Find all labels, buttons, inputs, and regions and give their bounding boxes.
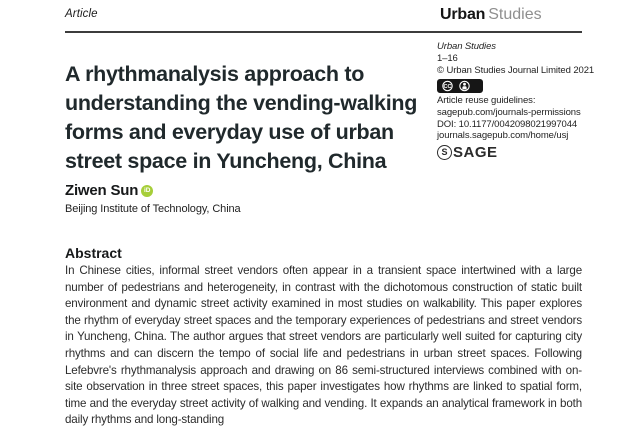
- paper-title-line: street space in Yuncheng, China: [65, 149, 387, 173]
- journal-logo-light: Studies: [488, 6, 542, 23]
- author-name: Ziwen Sun: [65, 182, 139, 199]
- journal-logo: [440, 6, 542, 24]
- abstract-heading: Abstract: [65, 245, 122, 261]
- metadata-doi[interactable]: DOI: 10.1177/0042098021997044: [437, 118, 578, 130]
- cc-by-license-icon[interactable]: [437, 79, 597, 93]
- metadata-reuse-guidelines-label: Article reuse guidelines:: [437, 94, 536, 106]
- author-row: [65, 182, 153, 199]
- metadata-copyright: © Urban Studies Journal Limited 2021: [437, 64, 595, 76]
- author-affiliation: Beijing Institute of Technology, China: [65, 203, 241, 215]
- sage-logo-circle-icon: S: [437, 145, 452, 160]
- journal-logo-bold: Urban: [440, 6, 486, 23]
- paper-title: [65, 60, 455, 176]
- article-type-label: Article: [65, 8, 98, 20]
- paper-title-line: forms and everyday use of urban: [65, 120, 394, 144]
- metadata-permissions-link[interactable]: sagepub.com/journals-permissions: [437, 106, 581, 118]
- svg-text:CC: CC: [443, 83, 452, 90]
- sage-logo-text: SAGE: [453, 143, 498, 161]
- paper-title-line: A rhythmanalysis approach to: [65, 62, 365, 86]
- metadata-pages: 1–16: [437, 52, 458, 64]
- metadata-journal-name: Urban Studies: [437, 41, 496, 52]
- abstract-text: In Chinese cities, informal street vendors often appear in a transient space intertwined with a large number of pedestrians and heterogeneity, in contrast with the dichotomous construction of static built environment and dynamic street activity examined in most studies on walkability. This paper explores the rhythm of everyday street spaces and the temporary experiences of pedestrians and street vendors in Yuncheng, China. The author argues that street vendors are particularly well suited for capturing city rhythms and can discern the tempo of social life and pedestrians in urban street spaces. Following Lefebvre's rhythmanalysis approach and drawing on 86 semi-structured interviews combined with on-site observation in three street spaces, this paper investigates how rhythms are linked to spatial form, time and the everyday street activity of walking and vending. It expands an analytical framework in both daily rhythms and long-standing: [65, 264, 582, 427]
- metadata-homepage-link[interactable]: journals.sagepub.com/home/usj: [437, 130, 569, 142]
- header-divider: [65, 31, 582, 33]
- paper-title-line: understanding the vending-walking: [65, 91, 418, 115]
- journal-metadata-block: [437, 41, 597, 160]
- orcid-id-icon[interactable]: iD: [141, 185, 153, 197]
- sage-publisher-logo: [437, 145, 597, 160]
